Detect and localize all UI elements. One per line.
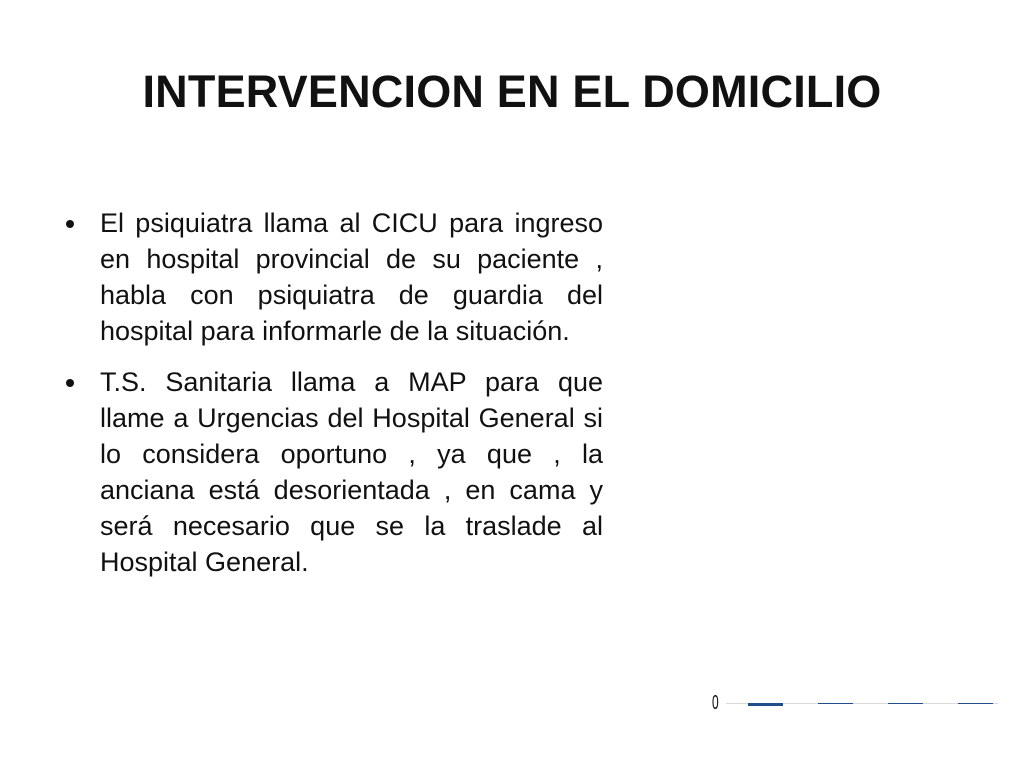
bullet-dot-icon xyxy=(66,379,74,387)
slide-progress-bar xyxy=(712,693,998,713)
progress-segment xyxy=(888,703,923,704)
progress-segment xyxy=(818,703,853,704)
bullet-dot-icon xyxy=(66,220,74,228)
progress-label: 0 xyxy=(712,692,719,714)
slide-title: INTERVENCION EN EL DOMICILIO xyxy=(142,66,882,117)
progress-segment xyxy=(748,703,783,706)
bullet-text: El psiquiatra llama al CICU para ingreso en hospital provincial de su paciente , habla con psiquiatra de guardia del hospital para informarle de la situación. xyxy=(100,208,603,346)
bullet-list xyxy=(62,205,603,595)
bullet-item xyxy=(62,205,603,349)
progress-segment xyxy=(958,703,993,704)
bullet-item xyxy=(62,364,603,580)
bullet-text: T.S. Sanitaria llama a MAP para que llame a Urgencias del Hospital General si lo considera oportuno , ya que , la anciana está desorientada , en cama y será necesario que se la traslade al Hospital General. xyxy=(100,367,603,577)
